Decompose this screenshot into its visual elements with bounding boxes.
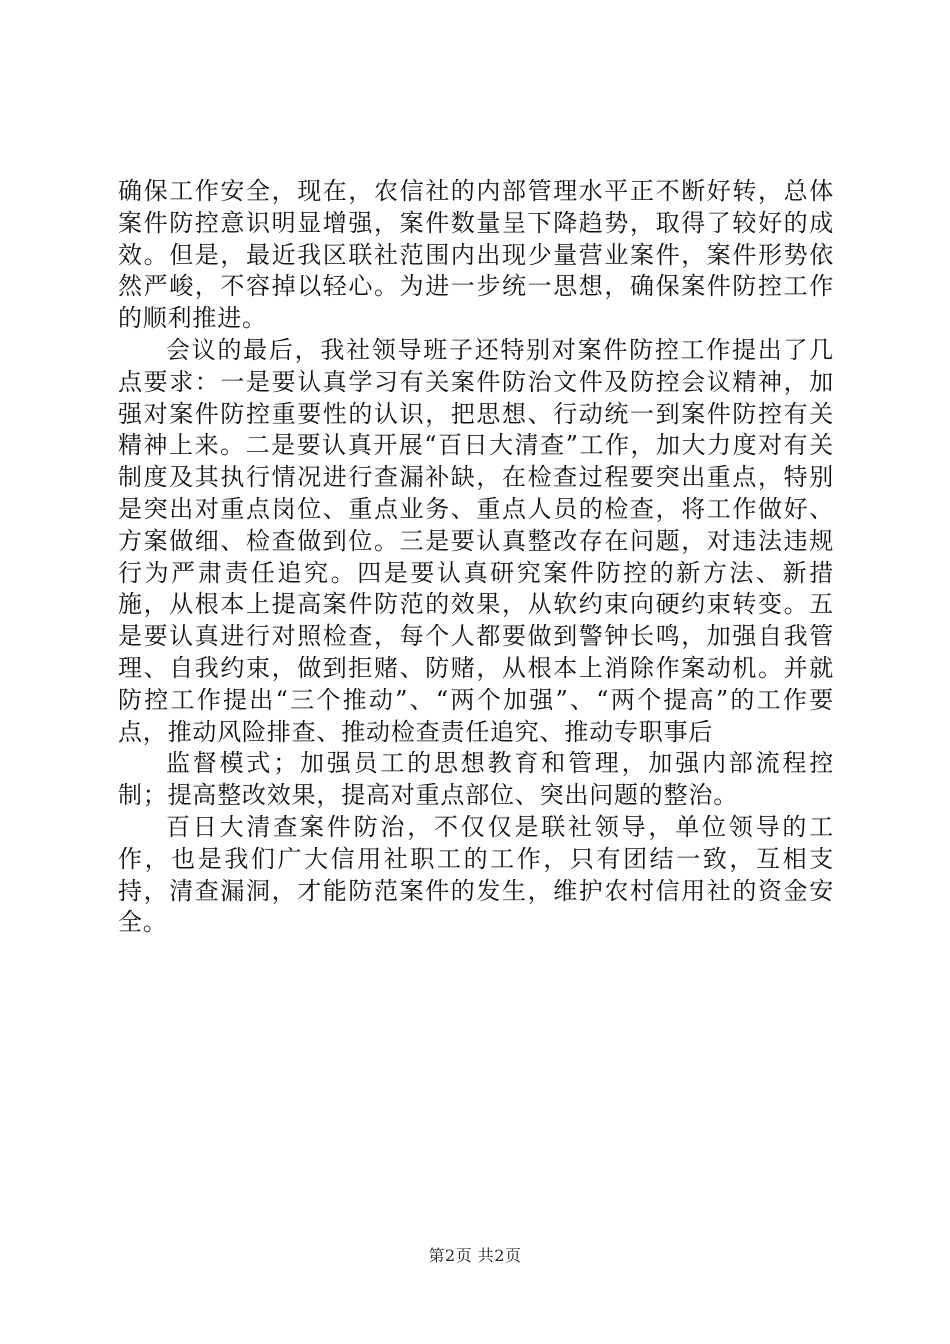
document-body — [118, 176, 834, 939]
page-number-footer: 第2页 共2页 — [428, 1246, 522, 1265]
paragraph-2: 会议的最后，我社领导班子还特别对案件防控工作提出了几点要求：一是要认真学习有关案件防治文件及防控会议精神，加强对案件防控重要性的认识，把思想、行动统一到案件防控有关精神上来。二是要认真开展“百日大清查”工作，加大力度对有关制度及其执行情况进行查漏补缺，在检查过程要突出重点，特别是突出对重点岗位、重点业务、重点人员的检查，将工作做好、方案做细、检查做到位。三是要认真整改存在问题，对违法违规行为严肃责任追究。四是要认真研究案件防控的新方法、新措施，从根本上提高案件防范的效果，从软约束向硬约束转变。五是要认真进行对照检查，每个人都要做到警钟长鸣，加强自我管理、自我约束，做到拒赌、防赌，从根本上消除作案动机。并就防控工作提出“三个推动”、“两个加强”、“两个提高”的工作要点，推动风险排查、推动检查责任追究、推动专职事后 — [118, 335, 834, 746]
paragraph-3: 监督模式；加强员工的思想教育和管理，加强内部流程控制；提高整改效果，提高对重点部位、突出问题的整治。 — [118, 749, 834, 810]
paragraph-4: 百日大清查案件防治，不仅仅是联社领导，单位领导的工作，也是我们广大信用社职工的工作，只有团结一致，互相支持，清查漏洞，才能防范案件的发生，维护农村信用社的资金安全。 — [118, 812, 834, 937]
paragraph-1: 确保工作安全，现在，农信社的内部管理水平正不断好转，总体案件防控意识明显增强，案件数量呈下降趋势，取得了较好的成效。但是，最近我区联社范围内出现少量营业案件，案件形势依然严峻，不容掉以轻心。为进一步统一思想，确保案件防控工作的顺利推进。 — [118, 177, 834, 333]
